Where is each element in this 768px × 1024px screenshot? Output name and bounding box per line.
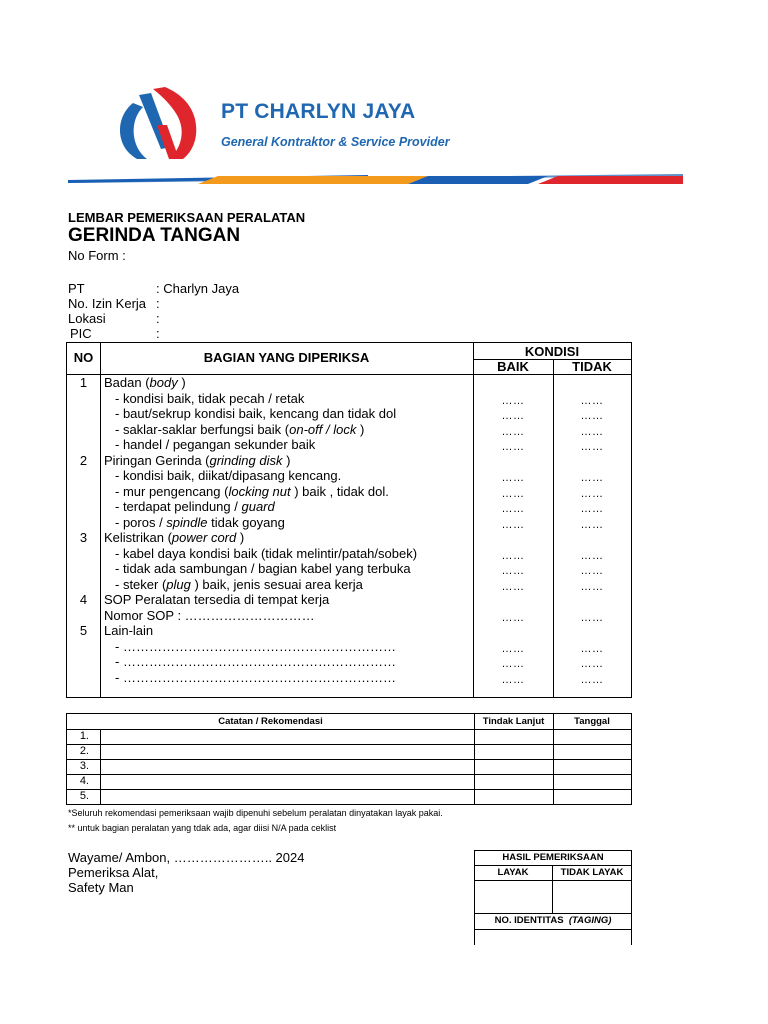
check-item: - ……………………………………………………… [115,638,396,654]
checkbox-tidak[interactable]: …… [580,549,604,562]
checkbox-baik[interactable]: …… [501,503,525,515]
checkbox-tidak[interactable]: …… [580,611,604,624]
checkbox-tidak[interactable]: …… [580,642,604,655]
checkbox-baik[interactable]: …… [501,642,525,655]
checkbox-baik[interactable]: …… [501,394,525,407]
check-item: - steker (plug ) baik, jenis sesuai area kerja [115,576,363,592]
result-tidak-layak: TIDAK LAYAK [560,867,624,878]
check-item: - kabel daya kondisi baik (tidak melintir/patah/sobek) [115,545,418,561]
checkbox-baik[interactable]: …… [501,425,525,438]
checkbox-baik[interactable]: …… [501,673,525,686]
checkbox-tidak[interactable]: …… [580,565,604,577]
form-subtitle: LEMBAR PEMERIKSAAN PERALATAN [68,210,306,225]
check-item: - handel / pegangan sekunder baik [115,437,316,452]
checkbox-baik[interactable]: …… [501,549,525,562]
header-no: NO [73,350,94,365]
checkbox-tidak[interactable]: …… [580,441,604,453]
checkbox-baik[interactable]: …… [501,487,525,500]
checkbox-tidak[interactable]: …… [580,394,604,407]
meta-value-pic: : [156,326,160,341]
header-baik: BAIK [497,359,529,374]
check-item: - kondisi baik, diikat/dipasang kencang. [115,468,342,483]
signature-role-1: Pemeriksa Alat, [68,865,159,880]
checkbox-tidak[interactable]: …… [580,425,604,438]
meta-label-izin: No. Izin Kerja [68,296,147,311]
checkbox-tidak[interactable]: …… [580,673,604,686]
header-kondisi: KONDISI [524,344,580,359]
checkbox-baik[interactable]: …… [501,580,525,593]
checkbox-tidak[interactable]: …… [580,487,604,500]
notes-header-tanggal: Tanggal [574,716,610,727]
header-tidak: TIDAK [572,359,612,374]
header-color-band [68,172,683,184]
notes-table [66,713,632,805]
section-title: Lain-lain [104,623,154,638]
row-number: 5 [79,623,88,638]
checkbox-tidak[interactable]: …… [580,580,604,593]
check-item: - saklar-saklar berfungsi baik (on-off / lock ) [115,421,365,437]
notes-number: 4. [79,775,89,787]
checkbox-baik[interactable]: …… [501,658,525,670]
check-item: - kondisi baik, tidak pecah / retak [115,390,305,406]
checkbox-baik[interactable]: …… [501,565,525,577]
row-number: 1 [79,375,88,390]
result-title: HASIL PEMERIKSAAN [502,852,604,863]
footnote-2: ** untuk bagian peralatan yang tdak ada, agar diisi N/A pada ceklist [68,823,337,833]
meta-label-pic: PIC [70,326,92,341]
inspection-table [66,342,632,698]
result-identitas: NO. IDENTITAS (TAGING) [494,915,612,926]
company-tagline: General Kontraktor & Service Provider [221,135,450,149]
checkbox-baik[interactable]: …… [501,410,525,422]
checkbox-baik[interactable]: …… [501,518,525,531]
no-form-label: No Form : [68,248,126,263]
header-bagian: BAGIAN YANG DIPERIKSA [203,350,370,365]
result-box [474,850,632,945]
section-title: Nomor SOP : ………………………… [104,607,315,623]
check-item: - baut/sekrup kondisi baik, kencang dan tidak dol [115,406,397,421]
meta-value-izin: : [156,296,160,311]
section-title: Badan (body ) [104,375,186,390]
place-date: Wayame/ Ambon, ………………….. 2024 [68,850,305,865]
footnote-1: *Seluruh rekomendasi pemeriksaan wajib dipenuhi sebelum peralatan dinyatakan layak pakai. [68,808,443,818]
checkbox-baik[interactable]: …… [501,611,525,624]
row-number: 2 [79,452,88,468]
row-number: 4 [79,592,88,607]
check-item: - ……………………………………………………… [115,669,396,685]
row-number: 3 [79,530,88,545]
meta-value-pt: : Charlyn Jaya [156,281,240,296]
company-logo-icon [113,85,205,165]
checkbox-baik[interactable]: …… [501,441,525,453]
notes-number: 1. [79,730,89,742]
checkbox-tidak[interactable]: …… [580,518,604,531]
notes-header-catatan: Catatan / Rekomendasi [218,716,323,727]
signature-role-2: Safety Man [68,880,134,895]
meta-label-pt: PT [68,281,85,296]
meta-value-lokasi: : [156,311,160,326]
result-layak: LAYAK [497,867,529,878]
notes-number: 2. [79,745,89,757]
meta-label-lokasi: Lokasi [68,311,106,326]
section-title: Piringan Gerinda (grinding disk ) [104,452,291,468]
checkbox-tidak[interactable]: …… [580,503,604,515]
section-title: Kelistrikan (power cord ) [104,530,245,545]
checkbox-baik[interactable]: …… [501,472,525,484]
company-name: PT CHARLYN JAYA [221,100,416,123]
notes-number: 5. [79,790,89,802]
notes-header-tindak: Tindak Lanjut [482,716,545,727]
checkbox-tidak[interactable]: …… [580,472,604,484]
notes-number: 3. [79,760,89,772]
section-title: SOP Peralatan tersedia di tempat kerja [104,592,330,607]
checkbox-tidak[interactable]: …… [580,410,604,422]
check-item: - poros / spindle tidak goyang [115,514,285,530]
checkbox-tidak[interactable]: …… [580,658,604,670]
form-title: GERINDA TANGAN [68,225,241,246]
check-item: - mur pengencang (locking nut ) baik , tidak dol. [115,483,389,499]
check-item: - ……………………………………………………… [115,654,396,669]
check-item: - terdapat pelindung / guard [115,499,275,514]
check-item: - tidak ada sambungan / bagian kabel yang terbuka [115,561,411,576]
